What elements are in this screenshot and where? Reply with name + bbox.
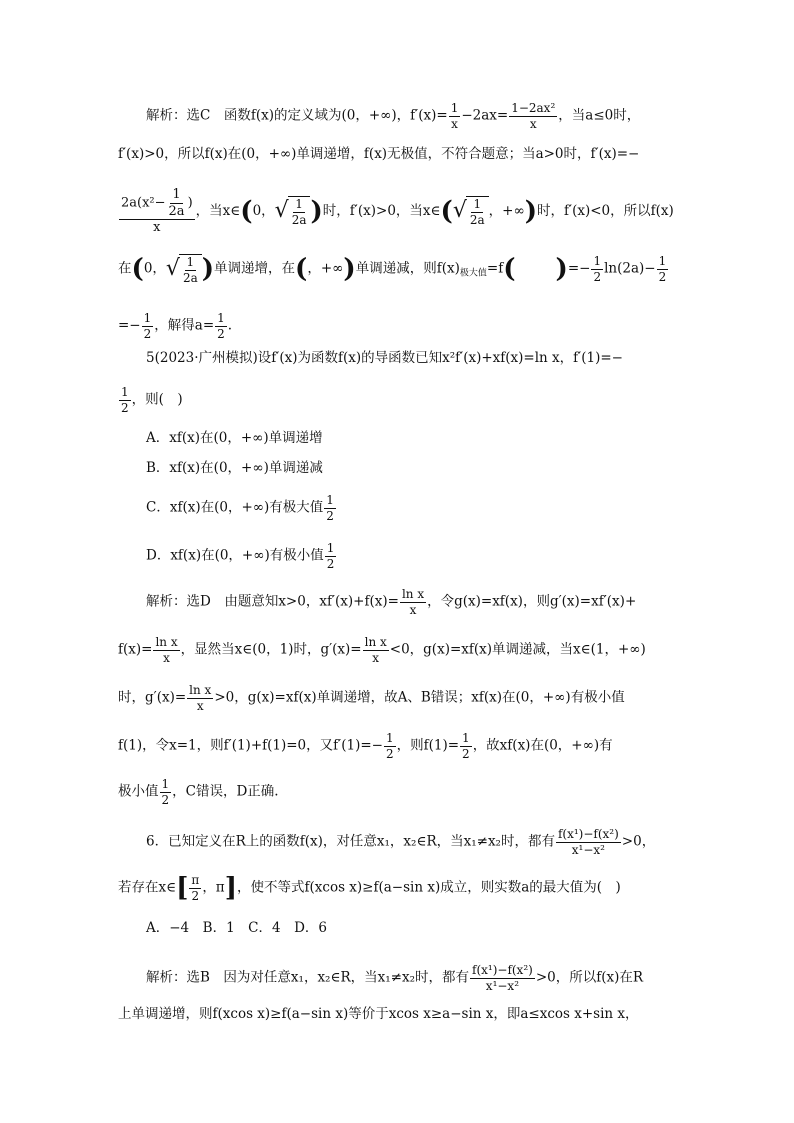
question-6-options: A．−4 B．1 C．4 D．6 <box>146 920 327 936</box>
solution-4-line-3: 2a(x²− $\frac{1}{2a}$ ) x ，当x∈(0， √ $\frac{1}{2a}$ )时，f′(x)>0，当x∈( √ $\frac{1}{2a}$ ，+∞)时，f′(x)<0，所以f(x) <box>121 187 674 236</box>
solution-4-line-4: 在(0， √ $\frac{1}{2a}$ )单调递增，在(，+∞)单调递减，则$f(x)_{极大值}=f$( )=− $\frac{1}{2}$ ln(2a)− $\frac{1}{2}$ <box>118 254 667 285</box>
solution-4-line-5: =− $\frac{1}{2}$ ，解得a= $\frac{1}{2}$ . <box>118 311 233 341</box>
solution-5-line-4: f(1)，令x=1，则f′(1)+f(1)=0，又f′(1)=− $\frac{1}{2}$ ，则f(1)= $\frac{1}{2}$ ，故xf(x)在(0，+∞)有 <box>118 731 613 761</box>
option-b: B．xf(x)在(0，+∞)单调递减 <box>146 460 323 476</box>
question-6-line-2: 若存在x∈[ $\frac{\pi}{2}$ ，π]，使不等式f(xcos x)≥f(a−sin x)成立，则实数a的最大值为( ) <box>118 873 621 904</box>
solution-5-line-1: 解析：选D 由题意知x>0，xf′(x)+f(x)= $\frac{\text{ln x}}{x}$ ，令g(x)=xf(x)，则g′(x)=xf′(x)+ <box>146 587 637 617</box>
solution-6-line-1: 解析：选B 因为对任意x₁，x₂∈R，当x₁≠x₂时，都有 $\frac{\text{f(x¹)−f(x²)}}{\text{x¹−x²}}$ >0，所以f(x)在R <box>146 963 644 993</box>
question-5-line-1: 5(2023·广州模拟)设f′(x)为函数f(x)的导函数已知x²f′(x)+xf(x)=ln x，f′(1)=− <box>146 350 623 366</box>
question-5-line-2: $\frac{1}{2}$ ，则( ) <box>121 385 183 415</box>
question-6-line-1: 6．已知定义在R上的函数f(x)，对任意x₁，x₂∈R，当x₁≠x₂时，都有 $\frac{\text{f(x¹)−f(x²)}}{\text{x¹−x²}}$ >0， <box>146 827 656 857</box>
option-c: C．xf(x)在(0，+∞)有极大值 $\frac{1}{2}$ <box>146 493 334 523</box>
solution-6-line-2: 上单调递增，则f(xcos x)≥f(a−sin x)等价于xcos x≥a−sin x，即a≤xcos x+sin x， <box>118 1006 639 1022</box>
solution-4-line-2: f′(x)>0，所以f(x)在(0，+∞)单调递增，f(x)无极值，不符合题意；当a>0时，f′(x)=− <box>118 146 640 162</box>
option-d: D．xf(x)在(0，+∞)有极小值 $\frac{1}{2}$ <box>146 541 335 571</box>
solution-4-line-1: 解析：选C 函数f(x)的定义域为(0，+∞)，f′(x)= $\frac{1}{x}$ −2ax= $\frac{\text{1−2ax²}}{x}$ ，当a≤0时， <box>146 101 641 131</box>
solution-5-line-3: 时，g′(x)= $\frac{\text{ln x}}{x}$ >0，g(x)=xf(x)单调递增，故A、B错误；xf(x)在(0，+∞)有极小值 <box>118 683 625 713</box>
solution-5-line-2: f(x)= $\frac{\text{ln x}}{x}$ ，显然当x∈(0，1)时，g′(x)= $\frac{\text{ln x}}{x}$ <0，g(x)=xf(x)单调递减，当x∈(1，+∞) <box>118 635 646 665</box>
solution-5-line-5: 极小值 $\frac{1}{2}$ ，C错误，D正确. <box>118 777 279 807</box>
option-a: A．xf(x)在(0，+∞)单调递增 <box>146 430 323 446</box>
